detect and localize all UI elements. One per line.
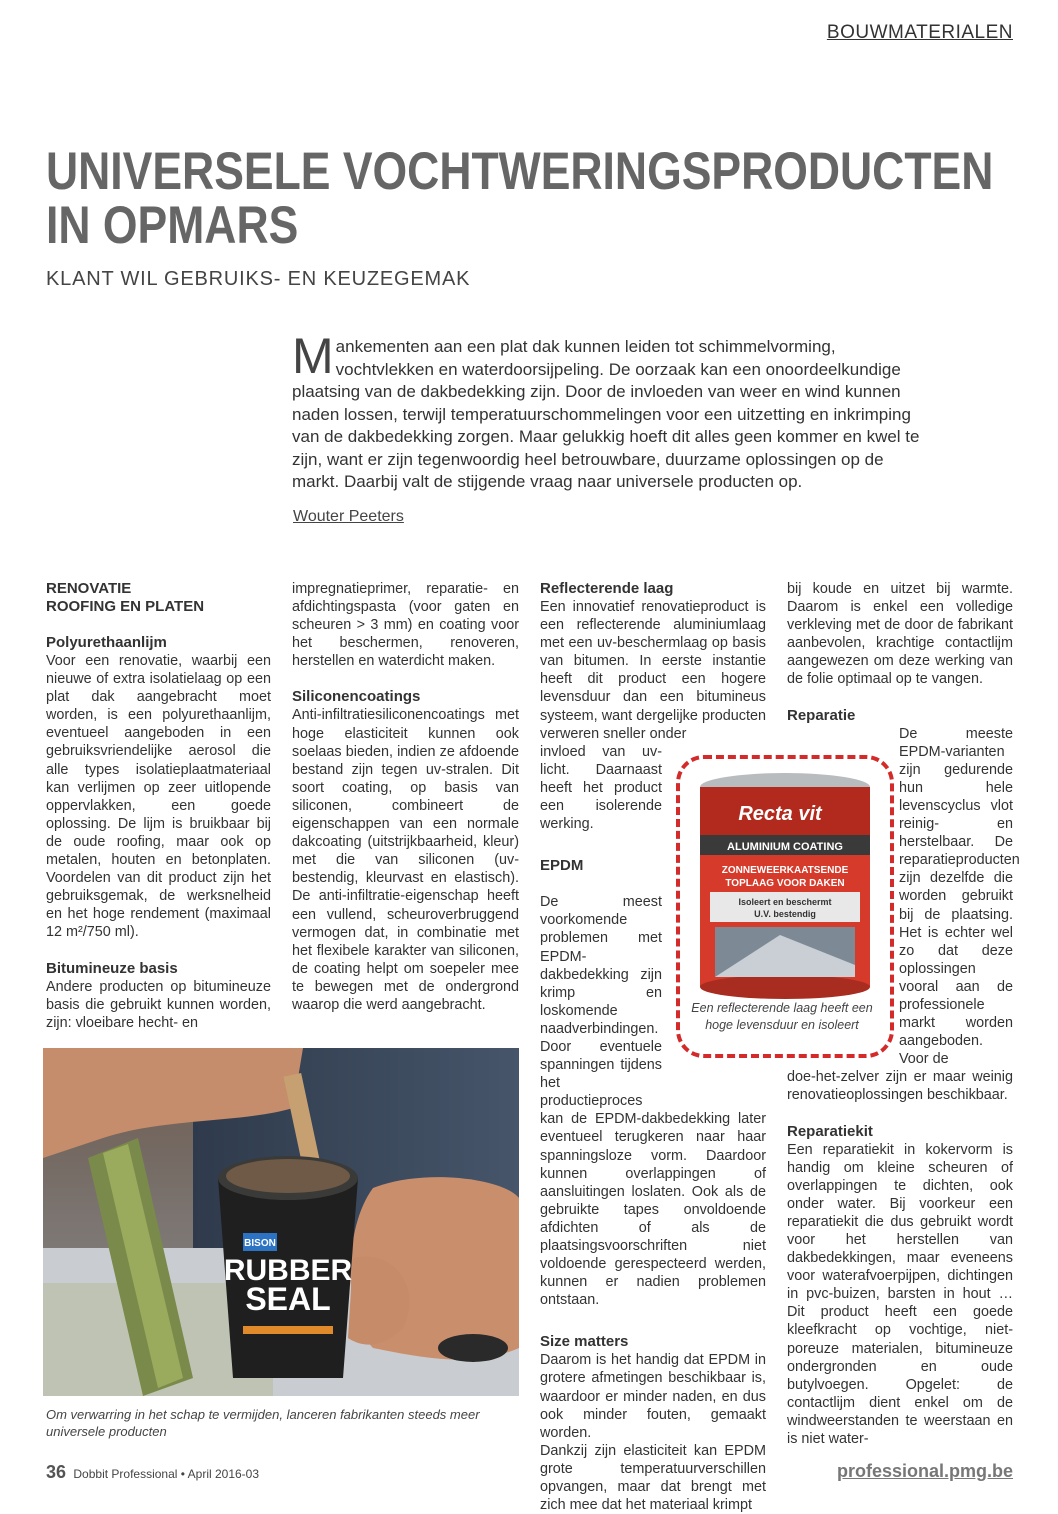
paragraph-bitumineuze-basis: Andere producten op bitumineuze basis die gebruikt kunnen worden, zijn: vloeibare hecht- en [46,978,271,1031]
bucket-label-3: Isoleert en beschermt [738,897,832,907]
paragraph-continued-4: bij koude en uitzet bij warmte. Daarom is enkel een volledige verkleving met de door de fabrikant aanbevolen, krachtige contactlijm aangewezen om deze werking van de folie optimaal op te vangen. [787,581,1013,688]
bucket-caption: Een reflecterende laag heeft een hoge levensduur en isoleert [691,1001,873,1032]
heading-siliconencoatings: Siliconencoatings [292,688,421,706]
product-photo [43,1048,519,1396]
website-link[interactable]: professional.pmg.be [836,1461,1013,1481]
paragraph-size-matters-a: Daarom is het handig dat EPDM in grotere afmetingen beschikbaar is, waardoor er minder naden, en dus ook minder fouten, gemaakt worden. [540,1352,766,1441]
paragraph-reparatie-a: De meeste EPDM-varianten zijn gedurende hun hele levenscyclus vlot reinig- en herstelbaar. De reparatieproducten zijn dezelfde die worden gebruikt bij de plaatsing. Het is echter wel zo dat deze oplossingen vooral aan de professionele markt worden aangeboden. Voor de [899,725,1020,1068]
paragraph-siliconencoatings: Anti-infiltratiesiliconencoatings met hoge elasticiteit kunnen ook soelaas bieden, indien ze afdoende bestand zijn tegen uv-stralen. Dit soort coating, op basis van siliconen, combineert de eigenschappen van een normale dakcoating (uitstrijkbaarheid, kleur) met die van siliconen (uv-bestendig, kleurvast en elastisch). De anti-infiltratie-eigenschap heeft een vullend, scheuroverbruggend vermogen dat, in combinatie met het flexibele karakter van siliconen, de coating helpt om soepeler mee te bewegen met de ondergrond waarop die werd aangebracht. [292,707,519,1013]
photo-product-line1: RUBBER [223,1254,353,1287]
heading-reflecterende-laag: Reflecterende laag [540,580,674,597]
paragraph-reflecterende-laag: Een innovatief renovatieproduct is een reflecterende aluminiumlaag met een uv-beschermlaag op basis van bitumen. In eerste instantie heeft dit product een hogere levensduur dan een bitumineus systeem, want dergelijke producten verweren sneller onder [540,599,766,742]
section-tag: BOUWMATERIALEN [826,22,1013,43]
article-subtitle: KLANT WIL GEBRUIKS- EN KEUZEGEMAK [46,268,471,290]
paragraph-epdm-c: kan de EPDM-dakbedekking later eventueel terugkeren naar haar spanningsloze vorm. Daardoor kunnen overlappingen of aansluitingen loslaten. Ook als de gebruikte tapes onvoldoende afdichten of als de plaatsingsvoorschriften niet voldoende gerespecteerd werden, kunnen er nadien problemen ontstaan. [540,1111,766,1309]
author-byline[interactable]: Wouter Peeters [293,508,404,525]
paragraph-size-matters-b: Dankzij zijn elasticiteit kan EPDM grote temperatuurverschillen opvangen, maar dat brengt met zich mee dat het materiaal krimpt [540,1442,766,1514]
heading-size-matters: Size matters [540,1333,629,1351]
bucket-band: ALUMINIUM COATING [727,841,843,853]
photo-product-line2: SEAL [245,1281,331,1317]
paragraph-epdm-b: Door eventuele spanningen tijdens het productieproces [540,1038,662,1110]
photo-caption: Om verwarring in het schap te vermijden, lanceren fabrikanten steeds meer universele producten [46,1407,480,1439]
section-heading: RENOVATIE ROOFING EN PLATEN [46,580,205,615]
paragraph-reparatiekit: Een reparatiekit in kokervorm is handig om kleine scheuren of overlappingen te dichten, ook onder water. Bij voorkeur een reparatiekit die dus gebruikt wordt voor het herstellen van dakbedekkingen, maar eveneens voor waterafvoerpijpen, dichtingen in pvc-buizen, barsten in hout … Dit product heeft een goede kleefkracht op vochtige, niet-poreuze materialen, bitumineuze ondergronden en oude butylvoegen. Opgelet: de contactlijm dient enkel om de windweerstanden te weerstaan en is niet water- [787,1141,1013,1448]
paragraph-reparatie-b: doe-het-zelver zijn er maar weinig renovatieoplossingen beschikbaar. [787,1069,1013,1104]
article-title [46,142,994,255]
paragraph-epdm-a: De meest voorkomende problemen met EPDM-dakbedekking zijn krimp en loskomende naadverbindingen. [540,894,662,1037]
column-1 [46,580,271,1032]
bucket-label-1: ZONNEWEERKAATSENDE [721,865,849,876]
heading-epdm: EPDM [540,857,584,875]
paragraph-polyurethaanlijm: Voor een renovatie, waarbij een nieuwe of extra isolatielaag op een plat dak aangebracht moet worden, is een polyurethaanlijm, eventueel aangeboden in een gebruiksvriendelijke aerosol die alle types isolatieplaatmateriaal kan verlijmen op zeer uitlopende oppervlakken, een goede oplossing. De lijm is bruikbaar bij de oude roofing, maar ook op metalen, houten en betonplaten. Voordelen van dit product zijn het gebruiksgemak, de werksnelheid en het hoge rendement (maximaal 12 m²/750 ml). [46,653,271,941]
page-number: 36 [46,1462,67,1482]
heading-reparatie: Reparatie [787,706,856,724]
bucket-label-4: U.V. bestendig [754,909,816,919]
publication-info: Dobbit Professional • April 2016-03 [73,1467,260,1481]
column-2 [292,580,519,1014]
heading-polyurethaanlijm: Polyurethaanlijm [46,634,167,651]
rubber-seal-photo [43,1048,519,1396]
bucket-brand: Recta vit [738,803,822,825]
title-line-1: UNIVERSELE VOCHTWERINGSPRODUCTEN [46,142,994,201]
intro-text: ankementen aan een plat dak kunnen leiden tot schimmelvorming, vochtvlekken en waterdoorsijpeling. De oorzaak kan een onoordeelkundige plaatsing van de dakbedekking zijn. Door de invloeden van weer en wind kunnen naden lossen, terwijl temperatuurschommelingen voor een uitzetting en inkrimping van de dakbedekking zorgen. Maar gelukkig hoeft dit alles geen kommer en kwel te zijn, want er zijn tegenwoordig heel betrouwbare, duurzame oplossingen op de markt. Daarbij valt de stijgende vraag naar universele producten op. [292,337,920,491]
paragraph-reflecterende-laag-wrap: invloed van uv-licht. Daarnaast heeft het product een isolerende werking. [540,743,662,833]
heading-bitumineuze-basis: Bitumineuze basis [46,959,178,977]
heading-reparatiekit: Reparatiekit [787,1122,873,1140]
bucket-label-2: TOPLAAG VOOR DAKEN [725,878,845,889]
title-line-2: IN OPMARS [46,196,299,255]
footer-left [46,1462,259,1483]
aluminium-coating-bucket [680,765,890,1005]
photo-brand: BISON [244,1238,276,1249]
intro-paragraph [292,328,932,494]
paragraph-continued: impregnatieprimer, reparatie- en afdichtingspasta (voor gaten en scheuren > 3 mm) en coating voor het beschermen, renoveren, herstellen en waterdicht maken. [292,581,519,670]
drop-cap: M [292,328,334,384]
